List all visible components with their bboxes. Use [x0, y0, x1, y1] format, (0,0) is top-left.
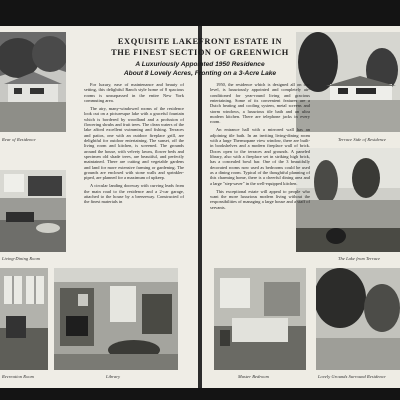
caption-rear-of-residence: Rear of Residence: [2, 137, 36, 142]
caption-master-bedroom: Master Bedroom: [238, 374, 269, 379]
caption-terrace-side-of-residence: Terrace Side of Residence: [338, 137, 387, 142]
headline: [70, 36, 330, 58]
photo-rear-of-residence: [0, 32, 66, 132]
headline-line-2: THE FINEST SECTION OF GREENWICH: [111, 48, 289, 57]
book-spine: [198, 26, 202, 388]
photo-lovely-grounds: [316, 268, 400, 370]
body-paragraph: A circular landing doorway with curving leads from the main road to the residence and a 2-car garage, attached to the house by a breezeway. Constructed of the finest materials in: [84, 183, 184, 205]
photo-library: [54, 268, 178, 370]
caption-library: Library: [106, 374, 121, 379]
body-column-1: [84, 82, 184, 260]
body-paragraph: For luxury, ease of maintenance and beauty of setting, this delightful Ranch style home of 8 spacious rooms is unsurpassed in the entire New York commuting area.: [84, 82, 184, 104]
caption-recreation-room: Recreation Room: [2, 374, 34, 379]
headline-line-1: EXQUISITE LAKEFRONT ESTATE IN: [117, 37, 283, 46]
photo-lake-from-terrace: [296, 148, 400, 252]
body-paragraph: This exceptional estate will appeal to people who want the more luxurious modern living without the responsibilities of managing a large house and a staff of servants.: [210, 188, 310, 210]
caption-lovely-grounds: Lovely Grounds Surround Residence: [318, 374, 386, 379]
subhead-line-1: A Luxuriously Appointed 1950 Residence: [135, 61, 265, 68]
caption-living-dining-room: Living-Dining Room: [2, 256, 41, 261]
body-paragraph: The airy, many-windowed rooms of the residence look out on a picturesque lake with a graceful fountain which is bordered by woodland and a profusion of flowering shrubs and fruit trees. The clean waters of the lake afford excellent swimming and fishing. Terraces and patios, one with an outdoor fireplace grill, are delightful for outdoor entertaining. The sunset, off the living room and kitchen, is screened. The grounds around the house, with velvety lawns, flower beds and specimen old shade trees, are beautiful, and perfectly maintained. There are cutting and vegetable gardens and land for more extensive farming or gardening. The grounds are enclosed with stone walls and sprinkler-piped, are planned for a maximum of upkeep.: [84, 105, 184, 181]
caption-lake-from-terrace: The Lake from Terrace: [338, 256, 381, 261]
body-column-2: [210, 82, 310, 260]
body-paragraph: 1950, the residence which is designed all on one level, is luxuriously appointed and completely air-conditioned for year-round living and gracious entertaining. Some of its convenient features are a Dutch heating and cooling system, metal screens and storm windows, a luxurious tile bath and an ultra modern kitchen. There are telephone jacks in every room.: [210, 82, 310, 125]
photo-recreation-room: [0, 268, 48, 370]
subhead: [70, 61, 330, 78]
body-paragraph: An entrance hall with a mirrored wall has an adjoining tile bath. In an inviting living-dining room with a large Thermopane view window, there are built-in bookshelves and a modern fireplace wall of brick. Doors open to the terraces and grounds. A paneled library, also with a fireplace set in striking high brick, has a concealed bowl bar. One of the 3 beautifully decorated rooms now used as bedrooms could be used as a dining room. Typical of the thoughtful planning of this charming home, there is a cheerful dining area and a large "step-saver" in the well-equipped kitchen.: [210, 127, 310, 186]
photo-master-bedroom: [214, 268, 306, 370]
subhead-line-2: About 8 Lovely Acres, Fronting on a 3-Acre Lake: [123, 69, 277, 77]
photo-living-dining-room: [0, 170, 66, 252]
